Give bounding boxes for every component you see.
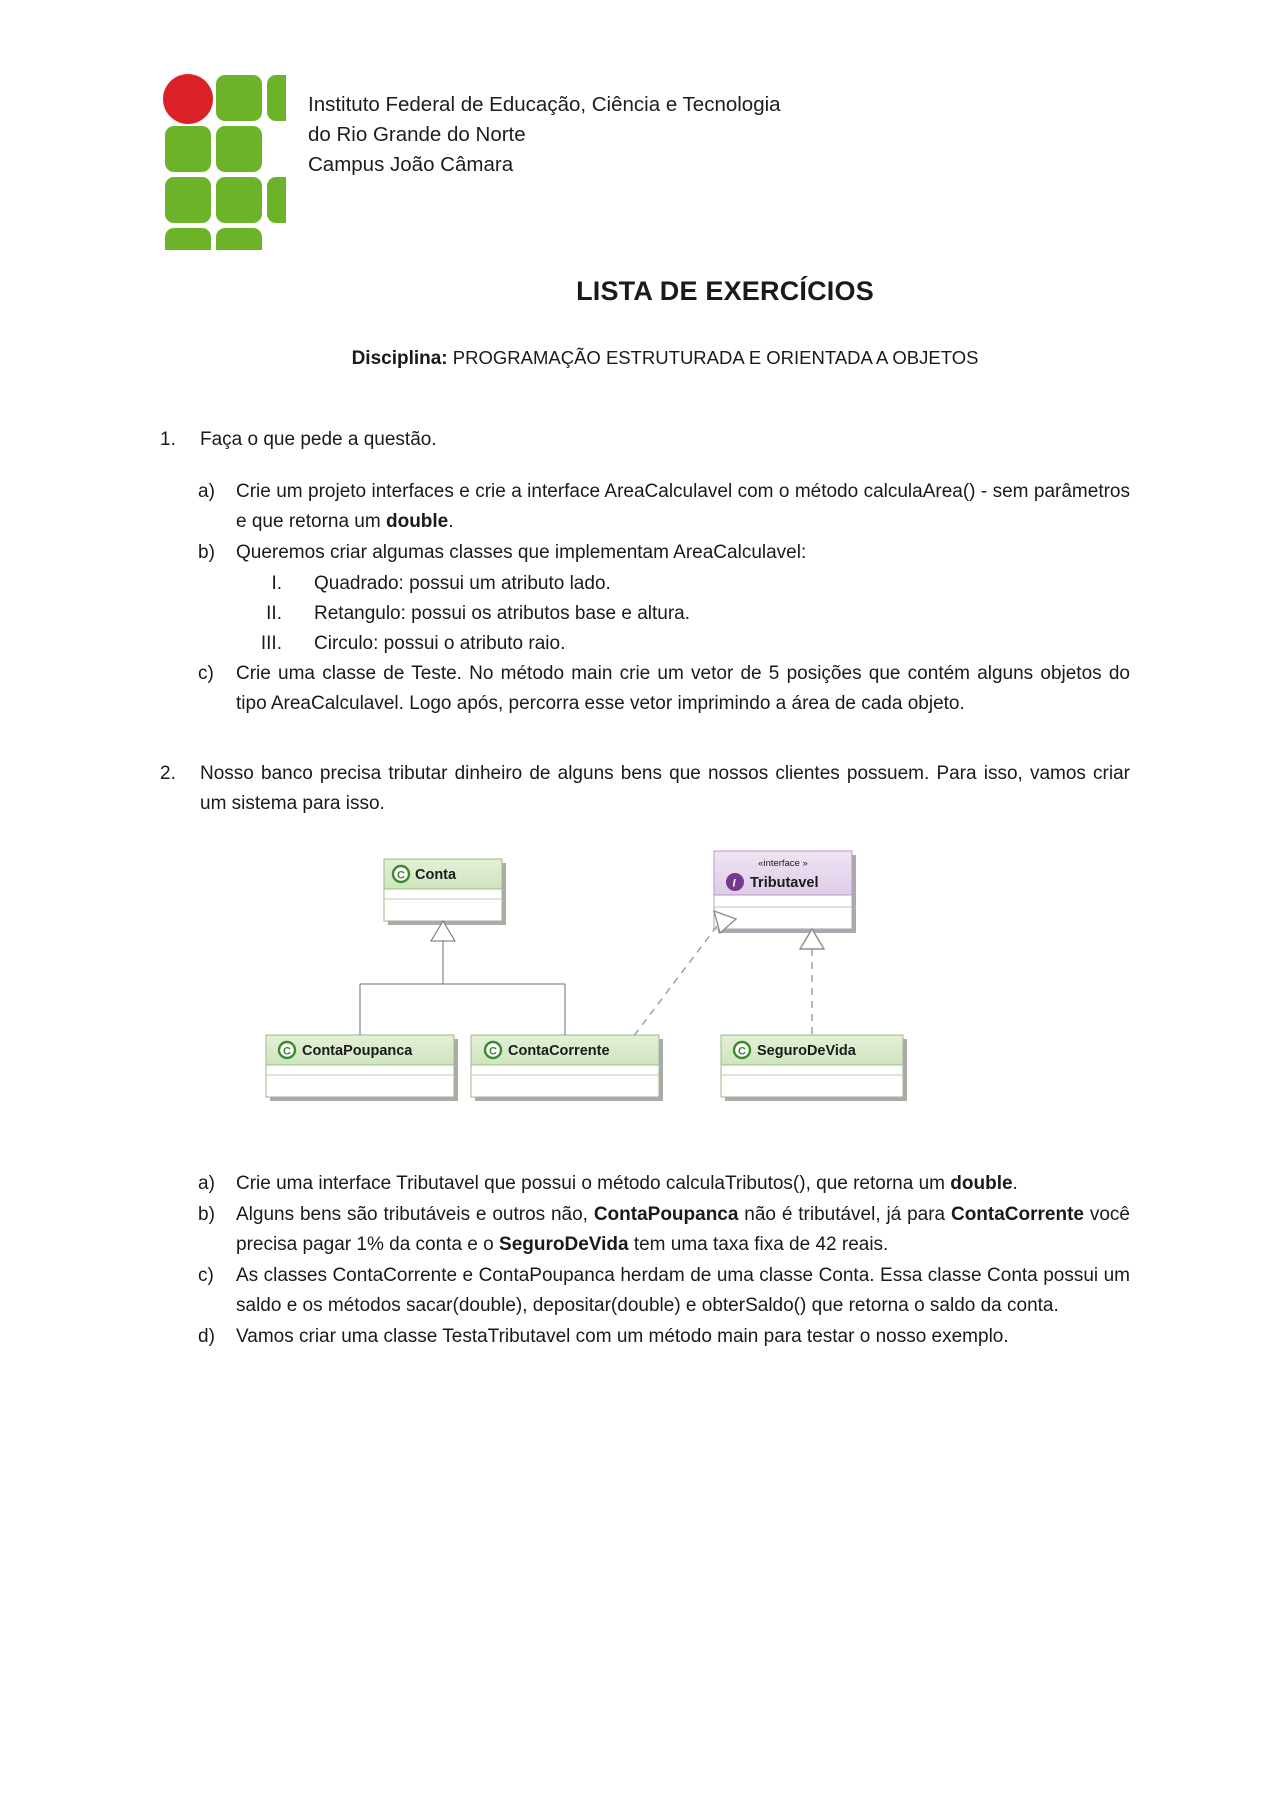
question-1-number: 1. — [160, 429, 176, 450]
document-body — [0, 425, 1280, 1352]
svg-text:«interface »: «interface » — [758, 858, 808, 869]
item-text-part-bold: ContaPoupanca — [593, 1204, 739, 1225]
roman-item — [256, 599, 1130, 629]
question-2-item-a — [198, 1169, 1130, 1199]
uml-class-conta — [384, 859, 502, 921]
question-1-items — [160, 477, 1130, 719]
item-body: As classes ContaCorrente e ContaPoupanca herdam de uma classe Conta. Essa classe Conta possui um saldo e os métodos sacar(double), depositar(double) e obterSaldo() que retorna o saldo da conta. — [236, 1265, 1130, 1316]
roman-marker: III. — [260, 633, 282, 654]
institution-name — [308, 72, 781, 180]
item-body — [236, 477, 1130, 537]
roman-text: Retangulo: possui os atributos base e altura. — [314, 603, 691, 624]
uml-relation-generalization — [360, 921, 565, 1035]
item-text-part: tem uma taxa fixa de 42 reais. — [628, 1234, 889, 1255]
svg-text:SeguroDeVida: SeguroDeVida — [757, 1043, 856, 1059]
roman-text: Circulo: possui o atributo raio. — [314, 633, 566, 654]
question-1-item-c — [198, 659, 1130, 719]
item-tail: . — [448, 511, 454, 532]
item-marker: a) — [198, 1173, 215, 1194]
svg-text:Conta: Conta — [415, 867, 457, 883]
svg-text:C: C — [738, 1045, 746, 1058]
question-2-item-c — [198, 1261, 1130, 1321]
ifrn-logo — [162, 72, 286, 250]
svg-text:C: C — [283, 1045, 291, 1058]
institution-line-1: Instituto Federal de Educação, Ciência e Tecnologia — [308, 93, 781, 116]
item-marker: a) — [198, 481, 215, 502]
item-body: Crie uma classe de Teste. No método main crie um vetor de 5 posições que contém alguns objetos do tipo AreaCalculavel. Logo após, percorra esse vetor imprimindo a área de cada objeto. — [236, 663, 1130, 714]
uml-class-diagram — [160, 849, 1130, 1129]
roman-item — [256, 569, 1130, 599]
item-text-part: Alguns bens são tributáveis e outros não, — [236, 1204, 594, 1225]
item-body: Queremos criar algumas classes que implementam AreaCalculavel: — [236, 542, 807, 563]
question-1-item-b-roman-list — [198, 569, 1130, 659]
item-body: Vamos criar uma classe TestaTributavel com um método main para testar o nosso exemplo. — [236, 1326, 1009, 1347]
discipline-value: PROGRAMAÇÃO ESTRUTURADA E ORIENTADA A OBJETOS — [452, 347, 979, 368]
svg-text:ContaPoupanca: ContaPoupanca — [302, 1043, 413, 1059]
svg-text:Tributavel: Tributavel — [750, 875, 819, 891]
question-1-item-a — [198, 477, 1130, 537]
item-body — [236, 1200, 1130, 1260]
uml-interface-tributavel — [714, 851, 852, 929]
question-2-number: 2. — [160, 763, 176, 784]
item-marker: d) — [198, 1326, 215, 1347]
question-2 — [160, 759, 1130, 819]
svg-text:C: C — [489, 1045, 497, 1058]
document-header — [0, 0, 1280, 373]
roman-text: Quadrado: possui um atributo lado. — [314, 573, 611, 594]
question-2-text: Nosso banco precisa tributar dinheiro de alguns bens que nossos clientes possuem. Para isso, vamos criar um sistema para isso. — [200, 763, 1130, 814]
question-1 — [160, 425, 1130, 455]
item-body — [236, 1169, 1130, 1199]
svg-text:C: C — [397, 869, 405, 882]
item-text-part: você precisa pagar 1% da conta e o — [236, 1204, 1130, 1255]
svg-text:ContaCorrente: ContaCorrente — [508, 1043, 610, 1059]
question-1-item-b — [198, 538, 1130, 568]
question-1-text: Faça o que pede a questão. — [200, 429, 437, 450]
discipline-line — [0, 344, 1280, 373]
question-2-item-d — [198, 1322, 1130, 1352]
item-bold: double — [385, 511, 449, 532]
roman-marker: I. — [271, 573, 282, 594]
item-text-part: Crie uma interface Tributavel que possui o método calculaTributos(), que retorna um — [236, 1173, 951, 1194]
uml-relation-realization-contacorrente — [633, 911, 736, 1037]
item-text-part-bold: ContaCorrente — [950, 1204, 1084, 1225]
item-text: Crie um projeto interfaces e crie a interface AreaCalculavel com o método calculaArea() - sem parâmetros e que retorna um — [236, 481, 1130, 532]
item-text-part: . — [1012, 1173, 1018, 1194]
item-text-part-bold: SeguroDeVida — [499, 1234, 629, 1255]
uml-class-segurodevida — [721, 1035, 903, 1097]
roman-marker: II. — [266, 603, 282, 624]
item-marker: c) — [198, 663, 214, 684]
roman-item — [256, 629, 1130, 659]
uml-class-contacorrente — [471, 1035, 659, 1097]
item-text-part-bold: double — [950, 1173, 1013, 1194]
institution-line-2: do Rio Grande do Norte — [308, 123, 526, 146]
item-marker: b) — [198, 1204, 215, 1225]
item-marker: b) — [198, 542, 215, 563]
page-title: LISTA DE EXERCÍCIOS — [576, 276, 874, 306]
discipline-label: Disciplina: — [351, 348, 448, 369]
svg-text:I: I — [732, 877, 736, 890]
institution-line-3: Campus João Câmara — [308, 153, 514, 176]
item-text-part: não é tributável, já para — [738, 1204, 951, 1225]
question-2-items — [160, 1169, 1130, 1352]
item-marker: c) — [198, 1265, 214, 1286]
question-2-item-b — [198, 1200, 1130, 1260]
uml-class-contapoupanca — [266, 1035, 454, 1097]
uml-relation-realization-segurodevida — [800, 929, 824, 1035]
